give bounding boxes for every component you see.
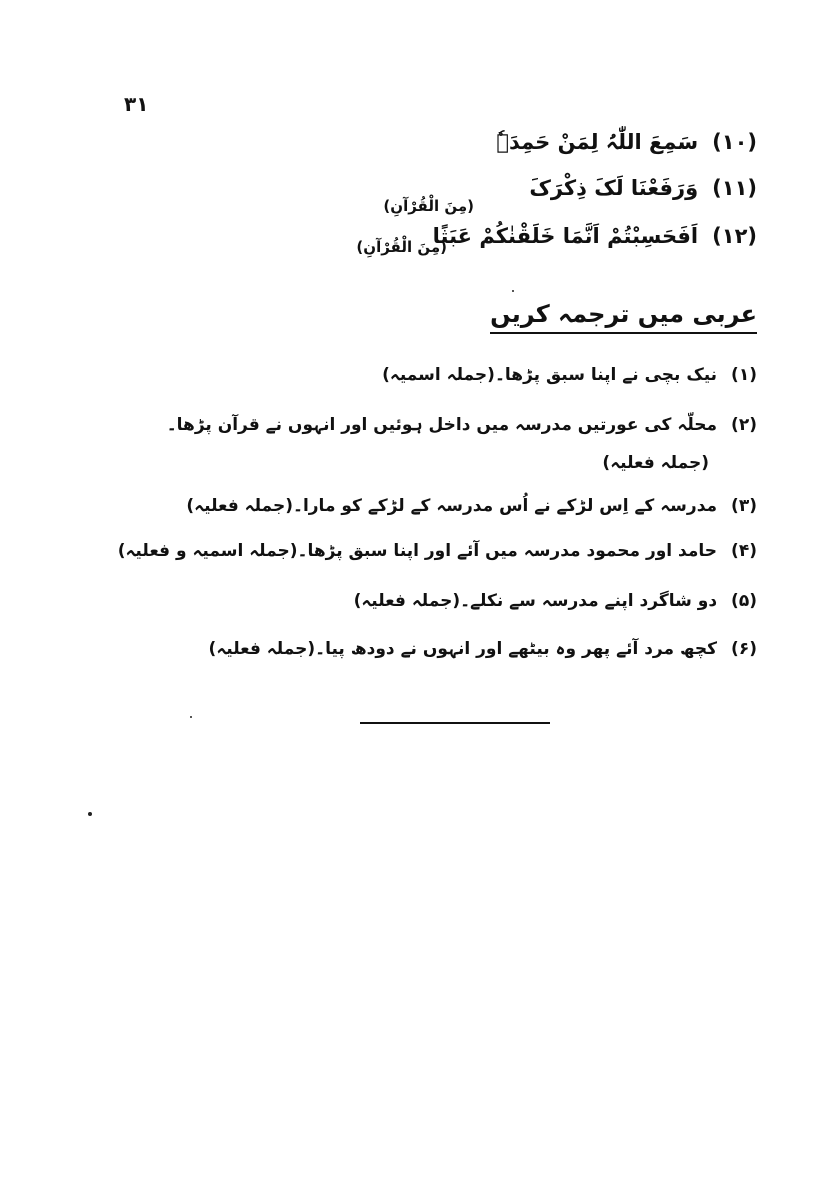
- section-divider: [360, 722, 550, 724]
- exercise-6: [209, 638, 757, 659]
- exercise-text: کچھ مرد آئے پھر وہ بیٹھے اور انہوں نے دودھ پیا۔(جملہ فعلیہ): [208, 639, 718, 659]
- exercise-text: مدرسہ کے اِس لڑکے نے اُس مدرسہ کے لڑکے کو مارا۔(جملہ فعلیہ): [186, 496, 718, 516]
- scan-speck: [512, 290, 514, 292]
- exercise-number: (۲): [731, 415, 757, 435]
- source-label-12: (مِنَ الْقُرْآنِ): [356, 238, 447, 256]
- section-heading: عربی میں ترجمہ کریں: [490, 300, 757, 334]
- scan-speck: [88, 812, 92, 816]
- arabic-text: سَمِعَ اللّٰہُ لِمَنْ حَمِدَہٗ: [496, 130, 699, 154]
- arabic-text: اَفَحَسِبْتُمْ اَنَّمَا خَلَقْنٰکُمْ عَبَثًا: [432, 224, 699, 248]
- exercise-1: [382, 364, 757, 385]
- exercise-5: [354, 590, 757, 611]
- arabic-line-12: [433, 224, 757, 248]
- exercise-number: (۴): [731, 541, 757, 561]
- page-number: ۳۱: [124, 92, 149, 116]
- exercise-text: دو شاگرد اپنے مدرسہ سے نکلے۔(جملہ فعلیہ): [353, 591, 718, 611]
- exercise-number: (۶): [731, 639, 757, 659]
- exercise-number: (۱): [731, 365, 757, 385]
- exercise-text: محلّہ کی عورتیں مدرسہ میں داخل ہوئیں اور انہوں نے قرآن پڑھا۔: [166, 415, 718, 435]
- arabic-line-11: [529, 176, 757, 200]
- line-number: (۱۰): [712, 130, 757, 154]
- arabic-text: وَرَفَعْنَا لَکَ ذِکْرَکَ: [529, 176, 699, 200]
- exercise-3: [186, 495, 757, 516]
- exercise-2-continuation: (جملہ فعلیہ): [602, 453, 709, 473]
- exercise-text: نیک بچی نے اپنا سبق پڑھا۔(جملہ اسمیہ): [382, 365, 718, 385]
- line-number: (۱۲): [712, 224, 757, 248]
- exercise-text: حامد اور محمود مدرسہ میں آئے اور اپنا سبق پڑھا۔(جملہ اسمیہ و فعلیہ): [117, 541, 718, 561]
- source-label-11: (مِنَ الْقُرْآنِ): [383, 197, 474, 215]
- exercise-4: [118, 540, 757, 561]
- exercise-2: [167, 414, 757, 435]
- line-number: (۱۱): [712, 176, 757, 200]
- exercise-number: (۵): [731, 591, 757, 611]
- scan-speck: [190, 716, 192, 718]
- arabic-line-10: [496, 130, 757, 154]
- exercise-number: (۳): [731, 496, 757, 516]
